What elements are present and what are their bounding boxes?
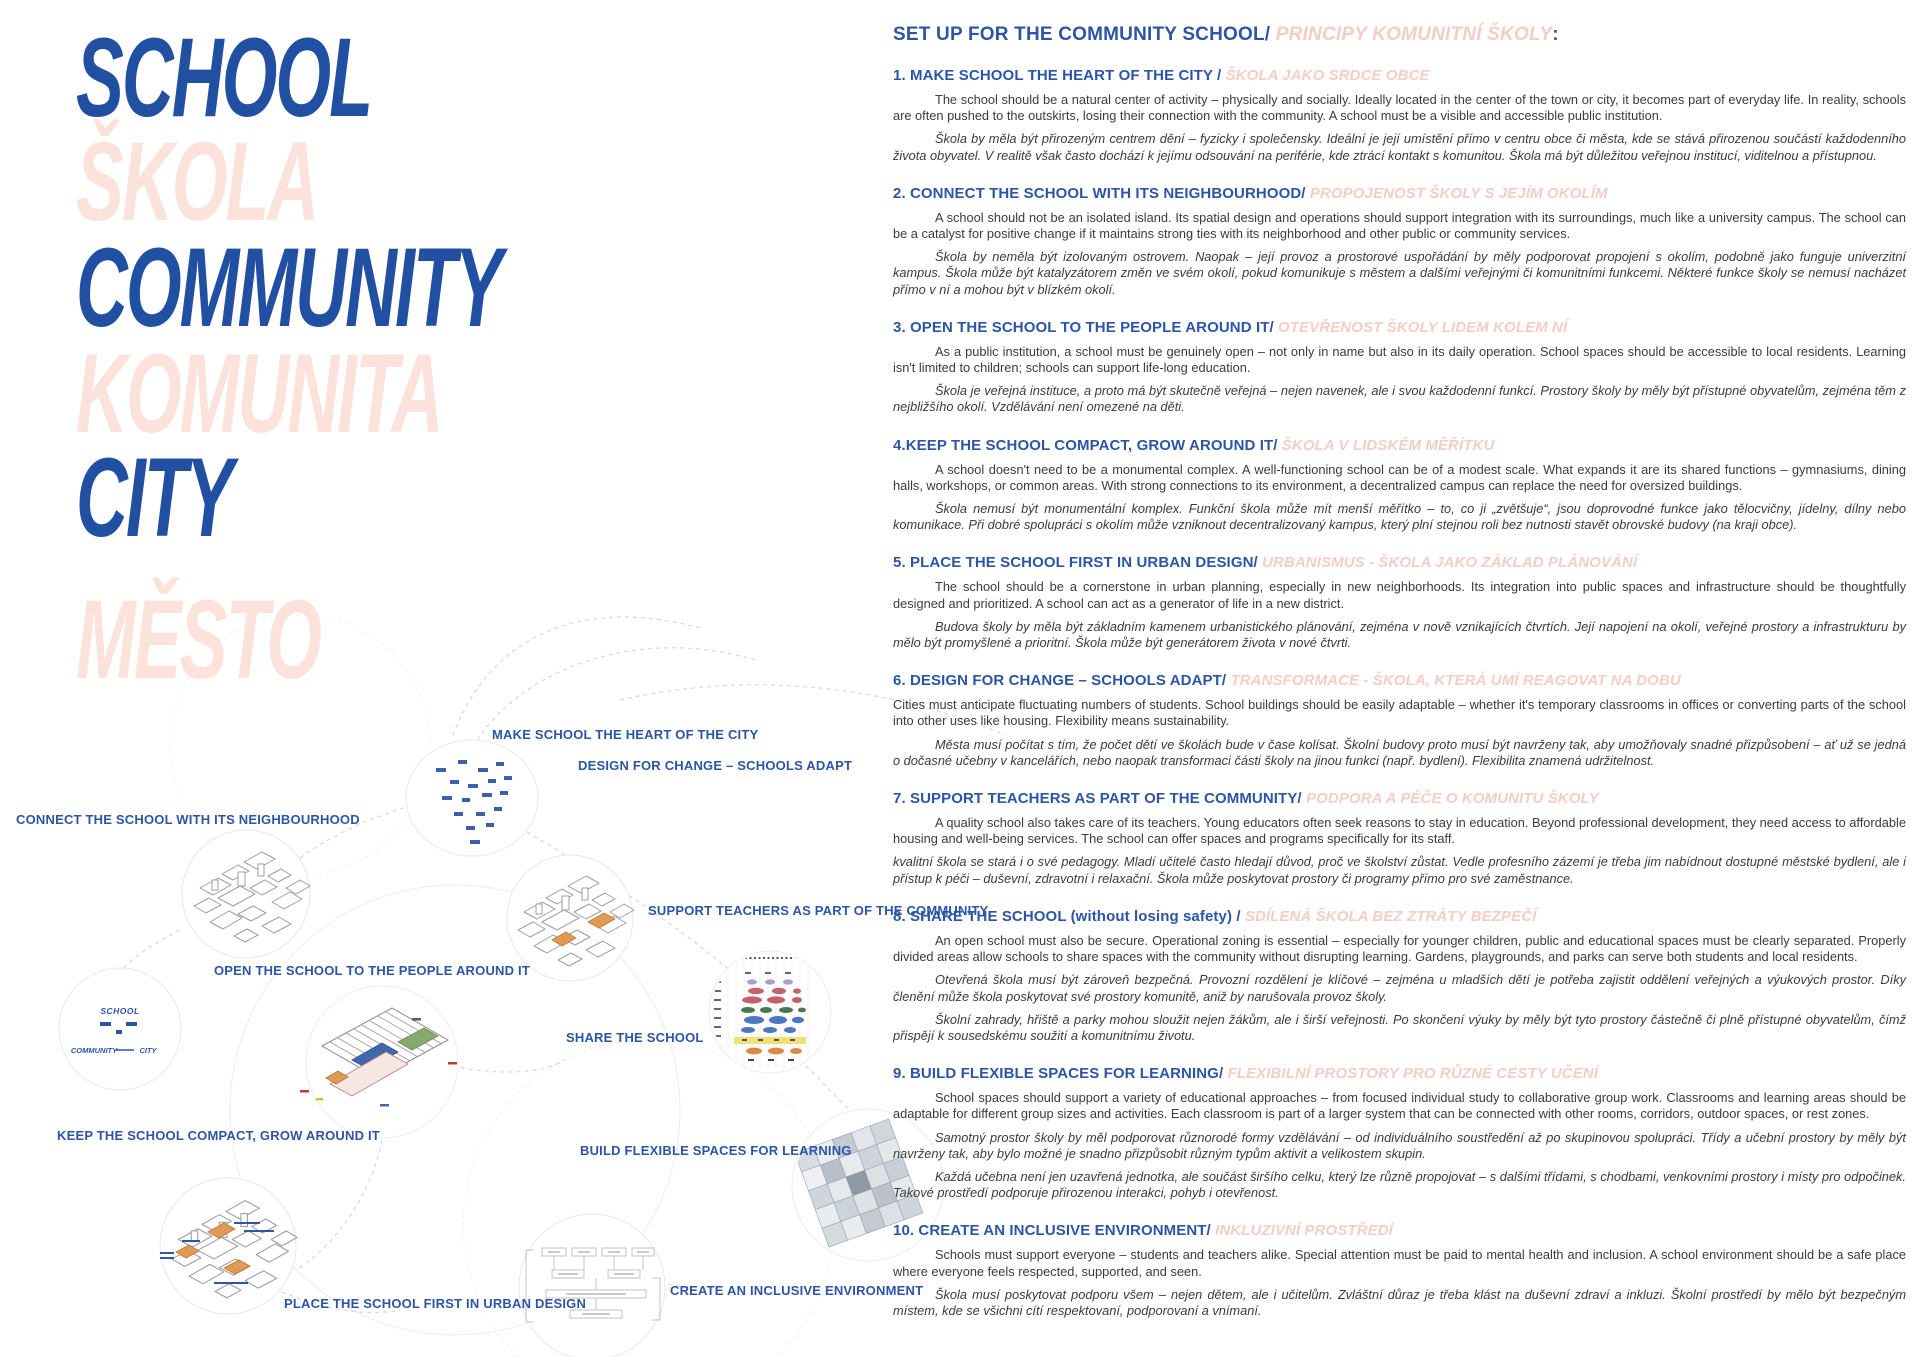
column-header-en: SET UP FOR THE COMMUNITY SCHOOL/	[893, 24, 1271, 45]
connect-neighbourhood-node	[182, 830, 310, 958]
section-4	[893, 437, 1906, 534]
diagram-label-share-school: SHARE THE SCHOOL	[566, 1030, 704, 1045]
section-7-heading: 7. SUPPORT TEACHERS AS PART OF THE COMMUNITY/ PODPORA A PÉČE O KOMUNITU ŠKOLY	[893, 790, 1599, 808]
section-9-paragraph-en: School spaces should support a variety of educational approaches – from focused individual study to collaborative group work. Classrooms and learning areas should be adaptable for different group sizes and activities. Each classroom is part of a larger system that can be connected with other rooms, corridors, outdoor spaces, or rest zones.	[893, 1090, 1906, 1122]
keep-compact-node	[160, 1178, 297, 1314]
section-3-paragraph-cz: Škola je veřejná instituce, a proto má být skutečně veřejná – nejen navenek, ale i svou každodenní funkcí. Prostory školy by měly být přístupné obyvatelům, zejména těm z nejbližšího okolí. Vzdělávání není omezené na děti.	[893, 383, 1906, 415]
section-10-heading: 10. CREATE AN INCLUSIVE ENVIRONMENT/ INKLUZIVNÍ PROSTŘEDÍ	[893, 1222, 1393, 1240]
diagram-label-open-school: OPEN THE SCHOOL TO THE PEOPLE AROUND IT	[214, 963, 530, 978]
title-skola: ŠKOLA	[76, 119, 318, 244]
section-9	[893, 1065, 1906, 1201]
section-6-paragraph-en: Cities must anticipate fluctuating numbers of students. School buildings should be easily adaptable – whether it's temporary classrooms in offices or converting parts of the school into other uses like housing. Flexibility means sustainability.	[893, 697, 1906, 729]
title-komunita: KOMUNITA	[76, 331, 442, 456]
principles-column	[893, 24, 1906, 1326]
section-9-heading: 9. BUILD FLEXIBLE SPACES FOR LEARNING/ FLEXIBILNÍ PROSTORY PRO RŮZNÉ CESTY UČENÍ	[893, 1065, 1599, 1083]
section-6-paragraph-cz: Města musí počítat s tím, že počet dětí ve školách bude v čase kolísat. Školní budovy proto musí být navrženy tak, aby umožňovaly snadné přizpůsobení – ať už se jedná o dočasné učebny v kancelářích, nebo naopak transformaci části školy na jinou funkci (např. bydlení). Flexibilita znamená udržitelnost.	[893, 736, 1906, 768]
section-6	[893, 672, 1906, 769]
open-school-node	[300, 986, 458, 1138]
diagram-label-flexible-spaces: BUILD FLEXIBLE SPACES FOR LEARNING	[580, 1143, 852, 1158]
section-9-paragraph-cz2: Každá učebna není jen uzavřená jednotka, ale součást širšího celku, který lze různě propojovat – s dalšími třídami, s chodbami, venkovními prostory i místy pro odpočinek. Takové prostředí podporuje přirozenou interakci, pohyb i otevřenost.	[893, 1168, 1906, 1201]
section-10-paragraph-en: Schools must support everyone – students and teachers alike. Special attention must be paid to mental health and inclusion. A school environment should be a safe place where everyone feels respected, supported, and seen.	[893, 1247, 1906, 1279]
heart-of-city-node	[406, 740, 538, 856]
title-city: CITY	[76, 435, 232, 560]
share-school-node	[709, 951, 831, 1073]
core-city-label: CITY	[139, 1046, 157, 1055]
section-10	[893, 1222, 1906, 1319]
section-8-heading: 8. SHARE THE SCHOOL (without losing safety) / SDÍLENÁ ŠKOLA BEZ ZTRÁTY BEZPEČÍ	[893, 907, 1537, 925]
title-community: COMMUNITY	[76, 225, 501, 350]
diagram-label-keep-compact: KEEP THE SCHOOL COMPACT, GROW AROUND IT	[57, 1128, 380, 1143]
section-5	[893, 554, 1906, 651]
section-4-heading: 4.KEEP THE SCHOOL COMPACT, GROW AROUND IT/ ŠKOLA V LIDSKÉM MĚŘÍTKU	[893, 436, 1495, 454]
diagram-label-place-first: PLACE THE SCHOOL FIRST IN URBAN DESIGN	[284, 1296, 587, 1311]
section-4-paragraph-en: A school doesn't need to be a monumental complex. A well-functioning school can be of a modest scale. What expands it are its shared functions – gymnasiums, dining halls, workshops, or common areas. With strong connections to its environment, a decentralized campus can replace the need for oversized buildings.	[893, 461, 1906, 493]
section-1-heading: 1. MAKE SCHOOL THE HEART OF THE CITY / ŠKOLA JAKO SRDCE OBCE	[893, 67, 1430, 84]
column-header: SET UP FOR THE COMMUNITY SCHOOL/ PRINCIPY KOMUNITNÍ ŠKOLY:	[893, 24, 1559, 45]
section-8-paragraph-cz: Otevřená škola musí být zároveň bezpečná. Provozní rozdělení je klíčové – zejména u mladších dětí je potřeba zajistit oddělení veřejných a výukových prostor. Díky členění může škola poskytovat své prostory komunitě, aniž by narušovala provoz školy.	[893, 972, 1906, 1004]
section-8-paragraph-cz2: Školní zahrady, hřiště a parky mohou sloužit nejen žákům, ale i širší veřejnosti. Po skončení výuky by měly být tyto prostory částečně či plně přístupné obyvatelům, čímž přispějí k sousedskému soužití a komunitnímu životu.	[893, 1011, 1906, 1043]
section-5-paragraph-cz: Budova školy by měla být základním kamenem urbanistického plánování, zejména v nově vznikajících čtvrtích. Její napojení na okolí, veřejné prostory a infrastrukturu by mělo být promyšlené a prioritní. Škola může být generátorem života v nové čtvrti.	[893, 618, 1906, 651]
section-3-paragraph-en: As a public institution, a school must be genuinely open – not only in name but also in its daily operation. School spaces should be accessible to local residents. Learning isn't limited to children; schools can support life-long education.	[893, 343, 1906, 376]
diagram-label-heart-of-city: MAKE SCHOOL THE HEART OF THE CITY	[492, 727, 759, 742]
diagram-label-inclusive: CREATE AN INCLUSIVE ENVIRONMENT	[670, 1283, 924, 1298]
section-1-paragraph-en: The school should be a natural center of activity – physically and socially. Ideally located in the center of the town or city, it becomes part of everyday life. In reality, schools are often pushed to the outskirts, losing their connection with the community. A school must be a visible and accessible public institution.	[893, 92, 1906, 124]
section-7	[893, 790, 1906, 887]
section-2-paragraph-en: A school should not be an isolated island. Its spatial design and operations should support integration with its surroundings, much like a university campus. The school can be a catalyst for positive change if it maintains strong ties with its neighborhood and other public or community services.	[893, 209, 1906, 242]
section-5-paragraph-en: The school should be a cornerstone in urban planning, especially in new neighborhoods. Its integration into public spaces and infrastructure should be thoughtfully designed and prioritized. A school can act as a generator of life in a new district.	[893, 579, 1906, 611]
section-6-heading: 6. DESIGN FOR CHANGE – SCHOOLS ADAPT/ TRANSFORMACE - ŠKOLA, KTERÁ UMÍ REAGOVAT NA DOBU	[893, 672, 1681, 690]
section-8-paragraph-en: An open school must also be secure. Operational zoning is essential – especially for younger children, public and educational spaces must be clearly separated. Properly divided areas allow schools to share spaces with the community without disrupting learning. Gardens, playgrounds, and parks can serve both students and local residents.	[893, 932, 1906, 965]
diagram-label-design-for-change: DESIGN FOR CHANGE – SCHOOLS ADAPT	[578, 758, 853, 773]
section-10-paragraph-cz: Škola musí poskytovat podporu všem – nejen dětem, ale i učitelům. Zvláštní důraz je třeba klást na duševní zdraví a inkluzi. Školní prostředí by mělo být bezpečným místem, kde se všichni cítí respektovaní, podporovaní a vnímaní.	[893, 1286, 1906, 1318]
section-1	[893, 67, 1906, 164]
section-5-heading: 5. PLACE THE SCHOOL FIRST IN URBAN DESIGN/ URBANISMUS - ŠKOLA JAKO ZÁKLAD PLÁNOVÁNÍ	[893, 554, 1638, 572]
section-3-heading: 3. OPEN THE SCHOOL TO THE PEOPLE AROUND IT/ OTEVŘENOST ŠKOLY LIDEM KOLEM NÍ	[893, 318, 1568, 336]
core-community-label: COMMUNITY	[70, 1046, 118, 1055]
diagram-label-support-teachers: SUPPORT TEACHERS AS PART OF THE COMMUNITY	[648, 903, 989, 918]
column-header-cz: PRINCIPY KOMUNITNÍ ŠKOLY	[1275, 24, 1553, 45]
section-1-paragraph-cz: Škola by měla být přirozeným centrem dění – fyzicky i společensky. Ideální je její umístění přímo v centru obce či města, kde se stává přirozenou součástí každodenního života obyvatel. V realitě však často dochází k jejímu odsouvání na periférie, kde ztrácí kontakt s komunitou. Škola má být důležitou veřejnou institucí, viditelnou a přístupnou.	[893, 131, 1906, 163]
section-7-paragraph-en: A quality school also takes care of its teachers. Young educators often seek reasons to stay in education. Beyond professional development, they need access to affordable housing and well-being services. The school can offer spaces and programs specifically for its staff.	[893, 815, 1906, 847]
title-mesto: MĚSTO	[76, 577, 320, 702]
core-triangle-node	[59, 968, 181, 1090]
section-9-paragraph-cz: Samotný prostor školy by měl podporovat různorodé formy vzdělávání – od individuálního soustředění až po skupinovou spolupráci. Třídy a učební prostory by měly být navrženy tak, aby bylo možné je snadno přizpůsobit různým typům aktivit a velikostem skupin.	[893, 1129, 1906, 1161]
section-4-paragraph-cz: Škola nemusí být monumentální komplex. Funkční škola může mít menší měřítko – to, co ji „zvětšuje“, jsou doprovodné funkce jako tělocvičny, jídelny, dílny nebo komunikace. Při dobré spolupráci s okolím může vzniknout decentralizovaný kampus, který plní stejnou roli bez nutnosti stavět obrovské budovy (na kraji obce).	[893, 501, 1906, 533]
section-8	[893, 908, 1906, 1044]
inclusive-environment-node	[519, 1214, 665, 1357]
section-3	[893, 319, 1906, 416]
section-2-heading: 2. CONNECT THE SCHOOL WITH ITS NEIGHBOURHOOD/ PROPOJENOST ŠKOLY S JEJÍM OKOLÍM	[893, 184, 1608, 202]
section-7-paragraph-cz: kvalitní škola se stará i o své pedagogy. Mladí učitelé často hledají důvod, proč ve školství zůstat. Vedle profesního zázemí je třeba jim nabídnout dostupné městské bydlení, ale i přístup k péči – duševní, zdravotní i relaxační. Škola může poskytovat prostory či programy přímo pro své zaměstnance.	[893, 854, 1906, 886]
section-2	[893, 185, 1906, 298]
title-school: SCHOOL	[76, 15, 372, 140]
core-school-label: SCHOOL	[100, 1006, 140, 1016]
section-2-paragraph-cz: Škola by neměla být izolovaným ostrovem. Naopak – její provoz a prostorové uspořádání by měly podporovat propojení s okolím, podobně jako funguje univerzitní kampus. Škola může být katalyzátorem změn ve svém okolí, pokud komunikuje s městem a dalšími veřejnými či komunitními funkcemi. Některé funkce školy se nemusí nacházet přímo v ní a mohou být v blízkém okolí.	[893, 249, 1906, 297]
diagram-label-connect-neighbourhood: CONNECT THE SCHOOL WITH ITS NEIGHBOURHOOD	[16, 812, 360, 827]
